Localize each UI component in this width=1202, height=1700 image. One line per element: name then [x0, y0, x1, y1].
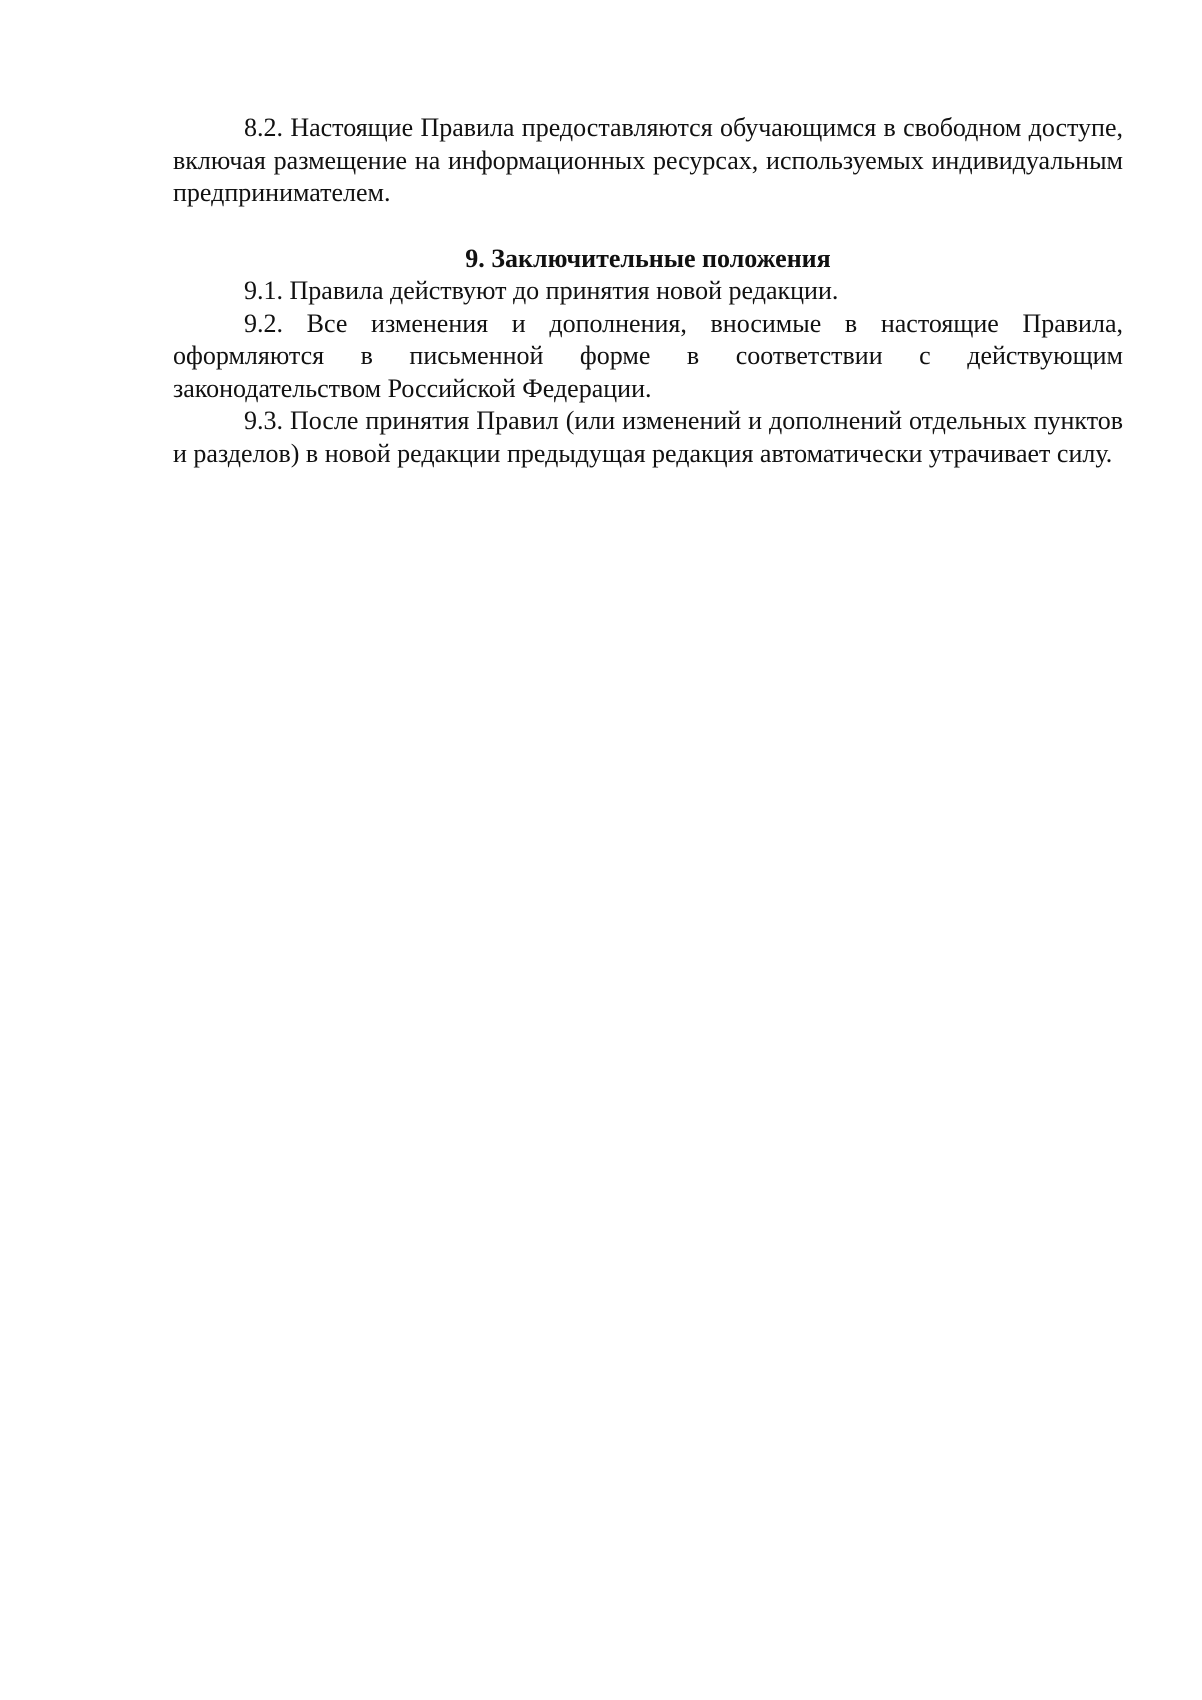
document-body	[173, 112, 1123, 470]
paragraph-9-2: 9.2. Все изменения и дополнения, вносимые в настоящие Правила, оформляются в письменной форме в соответствии с действующим законодательством Российской Федерации.	[173, 308, 1123, 403]
paragraph-9-1: 9.1. Правила действуют до принятия новой редакции.	[244, 276, 839, 305]
paragraph-9-3: 9.3. После принятия Правил (или изменений и дополнений отдельных пунктов и разделов) в новой редакции предыдущая редакция автоматически утрачивает силу.	[173, 406, 1123, 468]
paragraph-8-2: 8.2. Настоящие Правила предоставляются обучающимся в свободном доступе, включая размещение на информационных ресурсах, используемых индивидуальным предпринимателем.	[173, 113, 1123, 207]
section-heading-9: 9. Заключительные положения	[465, 243, 831, 273]
